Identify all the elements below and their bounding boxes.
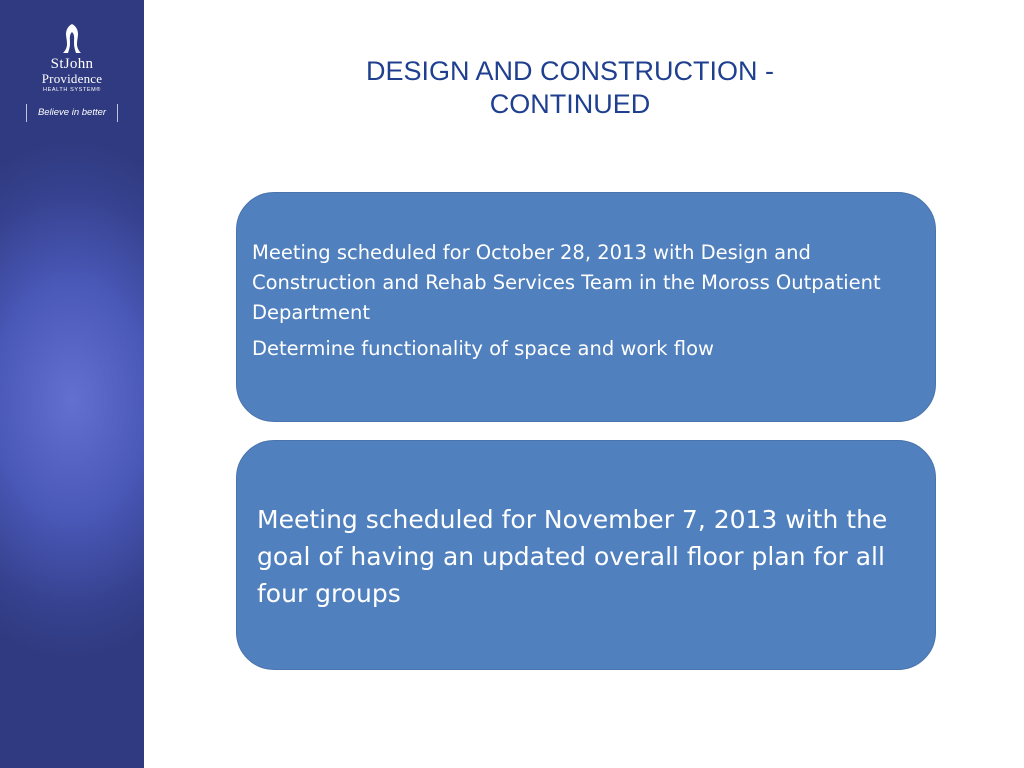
logo-line-3: HEALTH SYSTEM® (43, 87, 101, 93)
logo-line-1: StJohn (50, 56, 94, 72)
praying-hands-icon (57, 22, 87, 54)
logo-line-2: Providence (41, 71, 103, 86)
tagline: Believe in better (26, 104, 118, 122)
content-box-1 (236, 192, 936, 422)
logo (0, 22, 144, 94)
slide-title: DESIGN AND CONSTRUCTION - CONTINUED (365, 56, 775, 119)
box1-paragraph-2: Determine functionality of space and work flow (252, 337, 714, 360)
box1-paragraph-1: Meeting scheduled for October 28, 2013 with Design and Construction and Rehab Services Team in the Moross Outpatient Department (252, 241, 881, 324)
content-box-2 (236, 440, 936, 670)
sidebar (0, 0, 144, 768)
box2-paragraph-1: Meeting scheduled for November 7, 2013 with the goal of having an updated overall floor plan for all four groups (257, 505, 888, 608)
